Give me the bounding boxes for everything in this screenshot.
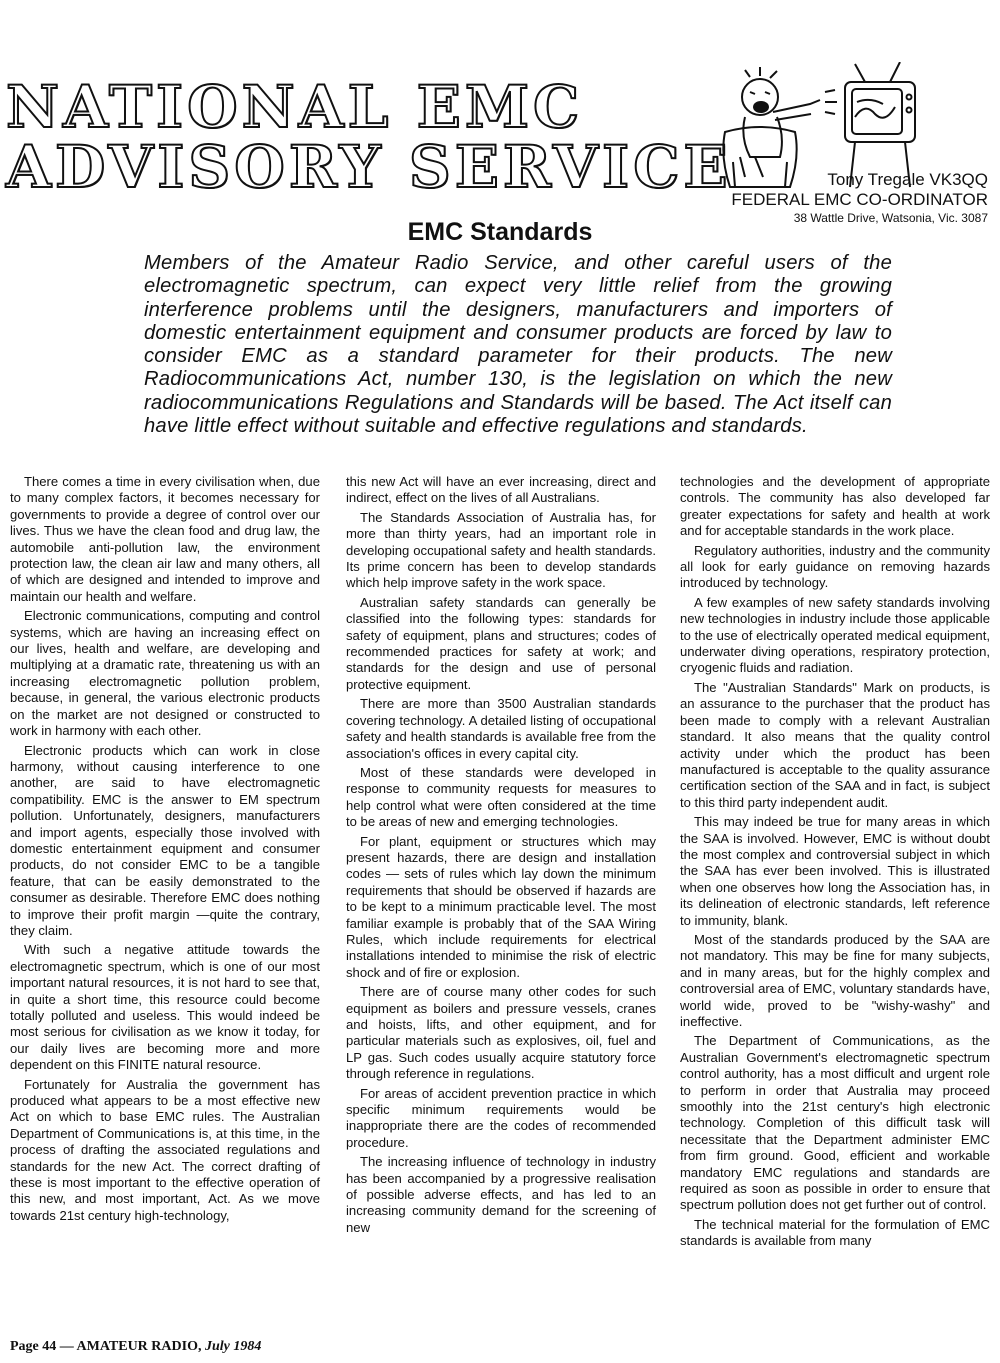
paragraph: The Standards Association of Australia has, for more than thirty years, had an important role in developing occupational safety and health standards. Its prime concern has been to develop standards which help improve safety in the work space.: [346, 509, 656, 591]
paragraph: The Department of Communications, as the Australian Government's electromagnetic spectrum control authority, has a most difficult and urgent role to perform in order that Australia may proceed smoothly into the 21st century's high electronic technology. Completion of this difficult task will necessitate that the Department administer EMC from firm ground. Good, efficient and workable mandatory EMC regulations and standards are required as soon as possible in order to ensure that spectrum pollution does not get further out of control.: [680, 1033, 990, 1213]
page-footer: [10, 1339, 261, 1355]
section-title: EMC Standards: [407, 218, 593, 246]
masthead-line-1: NATIONAL EMC: [6, 73, 584, 141]
paragraph: The technical material for the formulation of EMC standards is available from many: [680, 1216, 990, 1249]
intro-paragraph: Members of the Amateur Radio Service, and other careful users of the electromagnetic spectrum, can expect very little relief from the growing interference problems until the designers, manufacturers and importers of domestic entertainment equipment and consumer products are forced by law to consider EMC as a standard parameter for their products. The new Radiocommunications Act, number 130, is the legislation on which the new radiocommunications Regulations and Standards will be based. The Act itself can have little effect without suitable and effective regulations and standards.: [144, 252, 892, 438]
column-2: [346, 474, 656, 1239]
paragraph: The increasing influence of technology in industry has been accompanied by a progressive realisation of possible adverse effects, and has led to an increasing community demand for the screening of new: [346, 1154, 656, 1235]
paragraph: Most of the standards produced by the SAA are not mandatory. This may be fine for many subjects, and in many areas, but for the highly complex and controversial area of EMC, voluntary standards have, world wide, proved to be "wishy-washy" and ineffective.: [680, 931, 990, 1029]
author-role: FEDERAL EMC CO-ORDINATOR: [731, 190, 988, 209]
paragraph: This may indeed be true for many areas in which the SAA is involved. However, EMC is without doubt the most complex and controversial subject in which the SAA has ever been involved. This is illustrated when one observes how long the Association has, in its delineation of electronic standards, left reference to immunity, blank.: [680, 814, 990, 928]
paragraph: A few examples of new safety standards involving new technologies in industry include those applicable to the use of electrically operated medical equipment, underwater diving operations, respiratory protection, cryogenic fluids and radiation.: [680, 594, 990, 676]
paragraph: For plant, equipment or structures which may present hazards, there are design and installation codes — sets of rules which lay down the minimum requirements that should be observed if hazards are to be kept to a minimum practicable level. The most familiar example is probably that of the SAA Wiring Rules, which include requirements for electrical installations intended to minimise the risk of electric shock and of fire or explosion.: [346, 833, 656, 980]
paragraph: The "Australian Standards" Mark on products, is an assurance to the purchaser that the product has been made to comply with a relevant Australian standard. It also means that the quality control activity under which the product has been manufactured is acceptable to the quality assurance certification section of the SAA and in fact, is subject to this third party independent audit.: [680, 679, 990, 810]
paragraph: There are more than 3500 Australian standards covering technology. A detailed listing of occupational safety and health standards is available free from the association's offices in every capital city.: [346, 696, 656, 761]
paragraph: For areas of accident prevention practice in which specific minimum requirements would be inappropriate there are the codes of recommended procedure.: [346, 1085, 656, 1150]
paragraph: There comes a time in every civilisation when, due to many complex factors, it becomes necessary for governments to provide a degree of control over our lives. Thus we have the clean food and drug law, the automobile anti-pollution law, the environment protection law, the clean air law and many others, all of which are designed and intended to improve and maintain our health and welfare.: [10, 474, 320, 604]
author-name: Tony Tregale VK3QQ: [827, 170, 988, 189]
page-number: Page 44 —: [10, 1339, 74, 1354]
column-1: [10, 474, 320, 1227]
paragraph: Regulatory authorities, industry and the community all look for early guidance on removing hazards introduced by technology.: [680, 542, 990, 591]
column-3: [680, 474, 990, 1253]
paragraph: There are of course many other codes for such equipment as boilers and pressure vessels, cranes and hoists, lifts, and other equipment, and for particular materials such as explosives, oil, fuel and LP gas. Such codes usually acquire statutory force through reference in regulations.: [346, 984, 656, 1082]
paragraph: Australian safety standards can generally be classified into the following types: standards for safety of equipment, plans and structures; codes of recommended practices for safety at work; and standards for the design and use of personal protective equipment.: [346, 594, 656, 692]
paragraph: Fortunately for Australia the government has produced what appears to be a most effective new Act on which to base EMC rules. The Australian Department of Communications is, at this time, in the process of drafting the associated regulations and standards for the new Act. The correct drafting of these is most important to the effective operation of this new, and most important, Act. As we move towards 21st century high-technology,: [10, 1076, 320, 1223]
masthead: [6, 73, 732, 201]
masthead-line-2: ADVISORY SERVICE: [6, 133, 732, 201]
issue-date: July 1984: [204, 1339, 262, 1354]
publication-name: AMATEUR RADIO,: [76, 1339, 202, 1354]
article-body: [10, 474, 992, 1332]
paragraph: Electronic communications, computing and control systems, which are having an increasing effect on our lives, health and welfare, are developing and multiplying at a dramatic rate, threatening us with an increasing electromagnetic pollution problem, because, in general, the various electronic products on the market are not designed or constructed to work in harmony with each other.: [10, 608, 320, 739]
paragraph-continued: technologies and the development of appropriate controls. The community has also developed far greater expectations for safety and health at work and for acceptable standards in the work place.: [680, 474, 990, 539]
paragraph-continued: this new Act will have an ever increasing, direct and indirect, effect on the lives of all Australians.: [346, 474, 656, 506]
paragraph: With such a negative attitude towards the electromagnetic spectrum, which is one of our most important natural resources, it is not hard to see that, in quite a short time, this resource could become totally polluted and useless. This would indeed be most serious for civilisation as we know it today, for our daily lives are becoming more and more dependent on this FINITE natural resource.: [10, 942, 320, 1073]
author-address: 38 Wattle Drive, Watsonia, Vic. 3087: [793, 211, 988, 225]
paragraph: Electronic products which can work in close harmony, without causing interference to one another, are said to have electromagnetic compatibility. EMC is the answer to EM spectrum pollution. Unfortunately, designers, manufacturers and import agents, especially those involved with domestic entertainment equipment and consumer products, do not consider EMC to be a tangible feature, that can be easily demonstrated to the consumer as desirable. Therefore EMC does nothing to improve their profit margin —quite the contrary, they claim.: [10, 742, 320, 938]
paragraph: Most of these standards were developed in response to community requests for measures to help control what were often considered at the time to be areas of new and emerging technologies.: [346, 764, 656, 830]
